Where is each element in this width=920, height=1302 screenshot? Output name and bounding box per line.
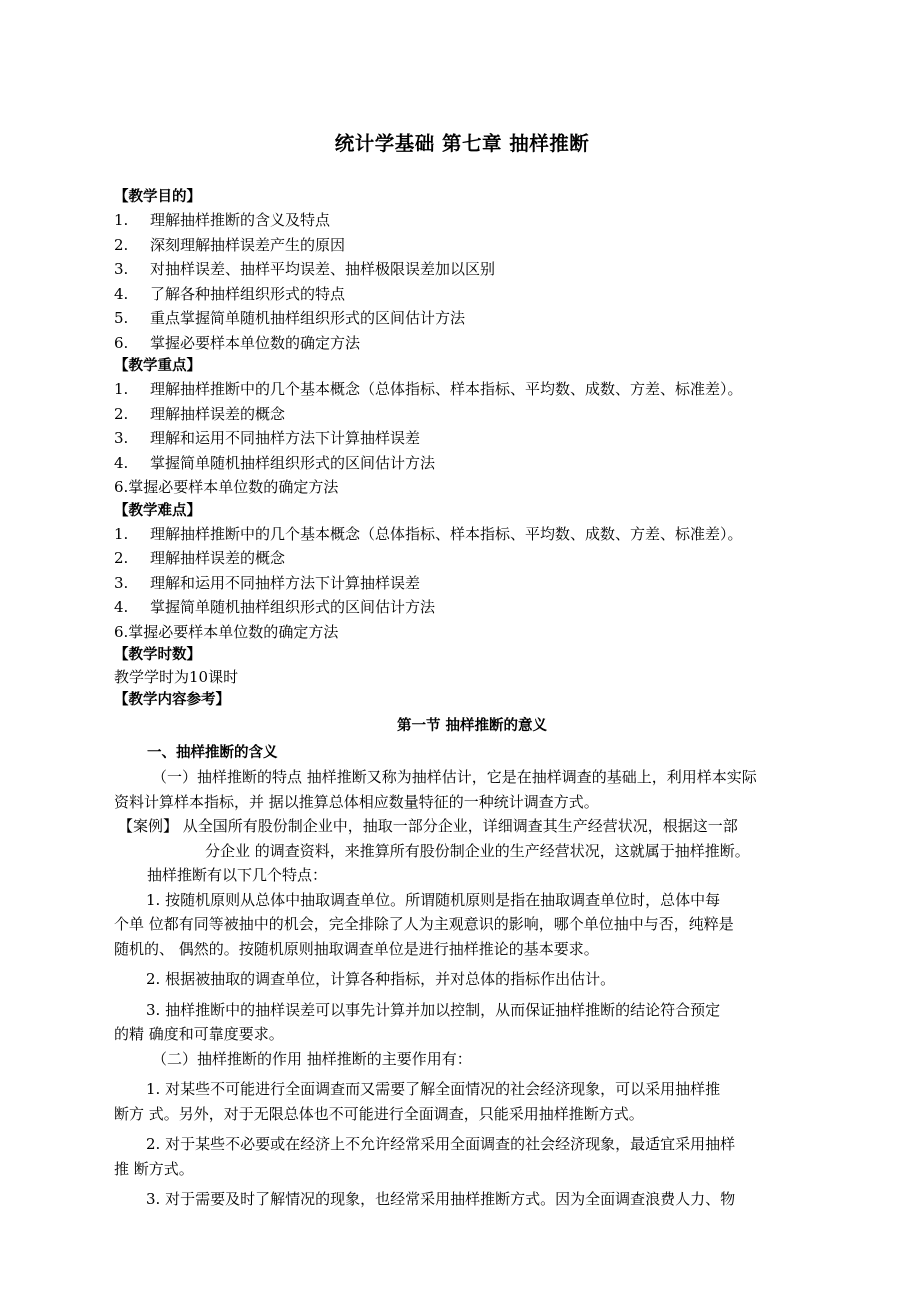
- role-line: 推 断方式。: [114, 1159, 194, 1178]
- difficulty-item: 3. 理解和运用不同抽样方法下计算抽样误差: [114, 573, 421, 592]
- feature-line: 随机的、 偶然的。按随机原则抽取调查单位是进行抽样推论的基本要求。: [114, 939, 599, 958]
- objective-item: 2. 深刻理解抽样误差产生的原因: [114, 235, 346, 254]
- key-points-heading: 【教学重点】: [114, 358, 201, 374]
- section-title: 第一节 抽样推断的意义: [396, 718, 548, 734]
- key-point-item: 4. 掌握简单随机抽样组织形式的区间估计方法: [114, 453, 436, 472]
- difficulty-item: 1. 理解抽样推断中的几个基本概念（总体指标、样本指标、平均数、成数、方差、标准差）。: [114, 524, 743, 543]
- feature-line: 的精 确度和可靠度要求。: [114, 1025, 284, 1043]
- role-line: 2. 对于某些不必要或在经济上不允许经常采用全面调查的社会经济现象，最适宜采用抽样: [146, 1135, 736, 1153]
- feature-line: 个单 位都有同等被抽中的机会，完全排除了人为主观意识的影响，哪个单位抽中与否，纯粹是: [114, 915, 734, 933]
- paragraph-line: 抽样推断有以下几个特点：: [147, 866, 328, 884]
- objective-item: 4. 了解各种抽样组织形式的特点: [114, 284, 346, 303]
- role-line: 断方 式。另外，对于无限总体也不可能进行全面调查，只能采用抽样推断方式。: [114, 1104, 644, 1123]
- key-point-item: 3. 理解和运用不同抽样方法下计算抽样误差: [114, 429, 421, 447]
- case-line: 分企业 的调查资料，来推算所有股份制企业的生产经营状况，这就属于抽样推断。: [205, 841, 750, 860]
- feature-line: 2. 根据被抽取的调查单位，计算各种指标，并对总体的指标作出估计。: [146, 970, 616, 988]
- paragraph-line: （一）抽样推断的特点 抽样推断又称为抽样估计，它是在抽样调查的基础上，利用样本实际: [152, 768, 757, 786]
- hours-heading: 【教学时数】: [114, 647, 201, 663]
- role-line: 1. 对某些不可能进行全面调查而又需要了解全面情况的社会经济现象，可以采用抽样推: [146, 1080, 721, 1098]
- hours-text: 教学学时为10课时: [114, 668, 239, 686]
- feature-line: 3. 抽样推断中的抽样误差可以事先计算并加以控制，从而保证抽样推断的结论符合预定: [146, 1000, 721, 1019]
- case-line: 【案例】 从全国所有股份制企业中，抽取一部分企业，详细调查其生产经营状况，根据这一部: [118, 817, 738, 835]
- difficulty-item: 4. 掌握简单随机抽样组织形式的区间估计方法: [114, 598, 436, 616]
- document-body: [114, 186, 814, 1212]
- objective-item: 5. 重点掌握简单随机抽样组织形式的区间估计方法: [114, 309, 466, 327]
- difficulties-heading: 【教学难点】: [114, 502, 201, 519]
- page-title: 统计学基础 第七章 抽样推断: [334, 132, 590, 155]
- difficulty-item: 2. 理解抽样误差的概念: [114, 549, 286, 567]
- paragraph-line: （二）抽样推断的作用 抽样推断的主要作用有：: [152, 1049, 472, 1068]
- feature-line: 1. 按随机原则从总体中抽取调查单位。所谓随机原则是指在抽取调查单位时，总体中每: [146, 890, 721, 909]
- key-point-item: 6.掌握必要样本单位数的确定方法: [114, 478, 339, 496]
- key-point-item: 1. 理解抽样推断中的几个基本概念（总体指标、样本指标、平均数、成数、方差、标准差）。: [114, 380, 743, 398]
- content-ref-heading: 【教学内容参考】: [114, 692, 230, 708]
- paragraph-line: 资料计算样本指标，并 据以推算总体相应数量特征的一种统计调查方式。: [114, 792, 599, 811]
- objective-item: 3. 对抽样误差、抽样平均误差、抽样极限误差加以区别: [114, 260, 496, 278]
- role-line: 3. 对于需要及时了解情况的现象，也经常采用抽样推断方式。因为全面调查浪费人力、物: [146, 1190, 736, 1208]
- subsection-title: 一、抽样推断的含义: [147, 745, 278, 761]
- objective-item: 1. 理解抽样推断的含义及特点: [114, 211, 331, 229]
- objective-item: 6. 掌握必要样本单位数的确定方法: [114, 333, 361, 352]
- key-point-item: 2. 理解抽样误差的概念: [114, 404, 286, 423]
- difficulty-item: 6.掌握必要样本单位数的确定方法: [114, 622, 339, 641]
- objectives-heading: 【教学目的】: [114, 189, 201, 205]
